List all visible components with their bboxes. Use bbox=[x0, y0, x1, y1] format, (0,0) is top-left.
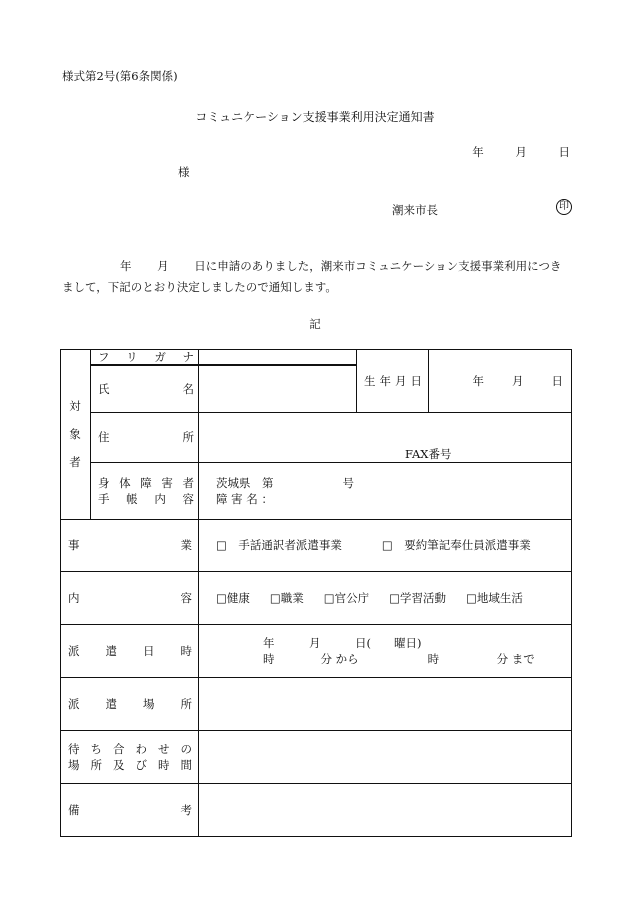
seal-mark: 印 bbox=[556, 199, 572, 215]
document-title: コミュニケーション支援事業利用決定通知書 bbox=[195, 110, 435, 124]
meeting-place-time-field[interactable] bbox=[199, 730, 571, 783]
disability-handbook-label: 身 体 障 害 者 手 帳 内 容 bbox=[98, 475, 194, 506]
project-options bbox=[216, 519, 566, 571]
occupation-option[interactable]: □職業 bbox=[269, 590, 304, 605]
sign-language-option[interactable]: □ 手話通訳者派遣事業 bbox=[216, 538, 342, 552]
content-label: 内 容 bbox=[68, 590, 192, 605]
decision-table bbox=[60, 349, 572, 837]
project-label: 事 業 bbox=[68, 538, 192, 552]
disability-name: 障 害 名 ： bbox=[216, 491, 273, 506]
dispatch-place-field[interactable] bbox=[199, 677, 571, 730]
handbook-number: 茨城県 第 号 bbox=[216, 475, 354, 490]
disability-handbook-field[interactable] bbox=[216, 462, 566, 519]
issuer-name: 潮来市長 bbox=[392, 203, 438, 217]
meeting-place-time-label: 待 ち 合 わ せ の 場 所 及 び 時 間 bbox=[68, 741, 192, 772]
remarks-field[interactable] bbox=[199, 783, 571, 836]
community-life-option[interactable]: □地域生活 bbox=[466, 590, 523, 605]
address-label: 住 所 bbox=[98, 430, 194, 444]
fax-label: FAX番号 bbox=[405, 447, 452, 461]
furigana-field[interactable] bbox=[199, 349, 356, 364]
remarks-label: 備 考 bbox=[68, 802, 192, 817]
name-label: 氏 名 bbox=[98, 382, 194, 396]
dispatch-datetime-field[interactable]: 年 月 日( 曜日) 時 分 から 時 分 まで bbox=[263, 635, 535, 666]
summary-writing-option[interactable]: □ 要約筆記奉仕員派遣事業 bbox=[381, 538, 531, 552]
content-options bbox=[216, 571, 566, 624]
addressee-suffix: 様 bbox=[178, 165, 190, 179]
public-office-option[interactable]: □官公庁 bbox=[323, 590, 370, 605]
health-option[interactable]: □健康 bbox=[216, 590, 250, 605]
birth-date-field[interactable]: 年 月 日 bbox=[472, 373, 563, 388]
study-option[interactable]: □学習活動 bbox=[389, 590, 446, 605]
notice-body-line-1: 年 月 日に申請のありました，潮来市コミュニケーション支援事業利用につき bbox=[120, 259, 562, 273]
target-person-label: 対 象 者 bbox=[69, 399, 81, 469]
issue-date: 年 月 日 bbox=[472, 145, 570, 159]
birth-date-label: 生 年 月 日 bbox=[364, 373, 422, 388]
ki-heading: 記 bbox=[309, 317, 321, 331]
dispatch-place-label: 派 遣 場 所 bbox=[68, 696, 192, 711]
name-field[interactable] bbox=[199, 366, 356, 412]
dispatch-datetime-label: 派 遣 日 時 bbox=[68, 643, 192, 658]
notice-body bbox=[62, 256, 574, 298]
furigana-label: フ リ ガ ナ bbox=[98, 349, 194, 364]
form-number-label: 様式第2号(第6条関係) bbox=[62, 69, 178, 83]
address-field[interactable] bbox=[199, 412, 571, 462]
notice-body-line-2: まして，下記のとおり決定しましたので通知します。 bbox=[62, 280, 337, 294]
